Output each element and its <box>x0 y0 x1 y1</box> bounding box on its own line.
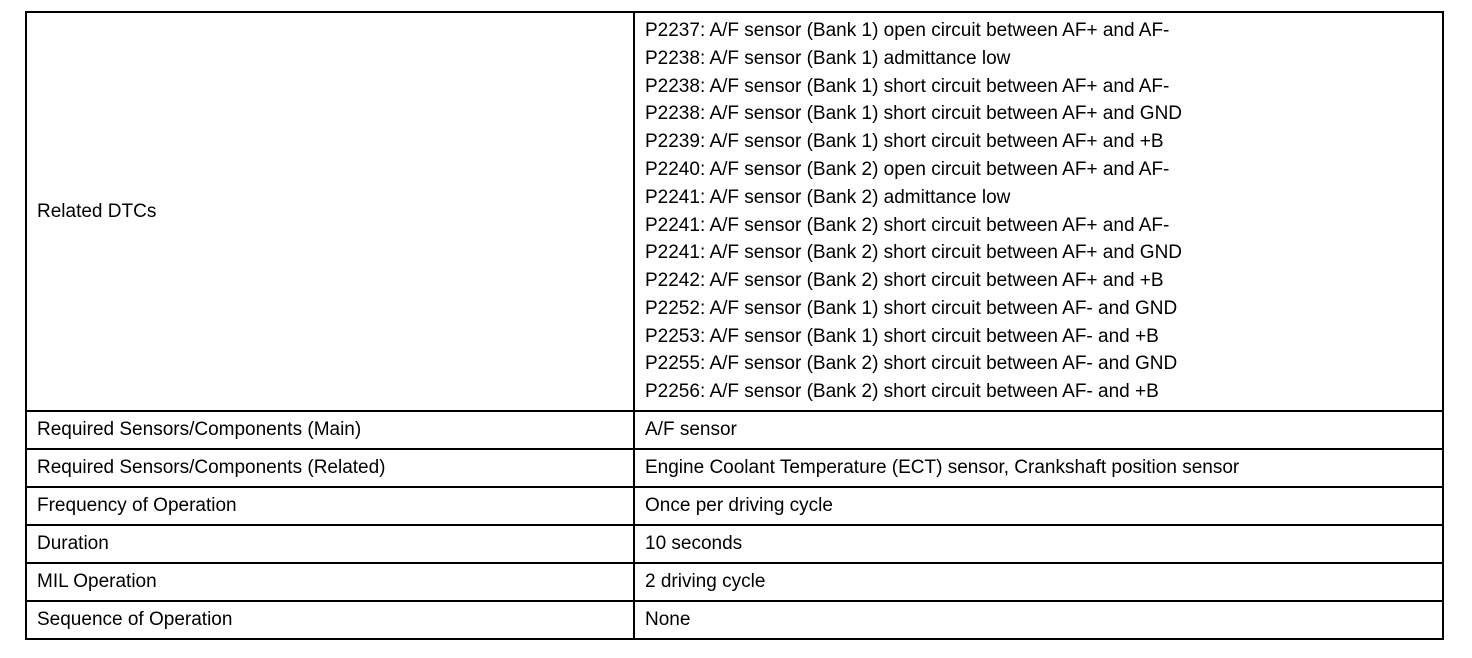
dtc-item: P2256: A/F sensor (Bank 2) short circuit between AF- and +B <box>645 381 1159 403</box>
table-row-required-related <box>26 449 1443 487</box>
row-label: Sequence of Operation <box>26 601 634 639</box>
dtc-item: P2239: A/F sensor (Bank 1) short circuit between AF+ and +B <box>645 131 1164 153</box>
dtc-item: P2255: A/F sensor (Bank 2) short circuit between AF- and GND <box>645 353 1178 375</box>
dtc-item: P2241: A/F sensor (Bank 2) short circuit between AF+ and GND <box>645 242 1183 264</box>
monitor-spec-table <box>25 11 1444 640</box>
dtc-list <box>645 17 1432 406</box>
row-label: Required Sensors/Components (Main) <box>26 411 634 449</box>
dtc-item: P2238: A/F sensor (Bank 1) short circuit between AF+ and AF- <box>645 75 1170 97</box>
dtc-item: P2253: A/F sensor (Bank 1) short circuit between AF- and +B <box>645 325 1159 347</box>
dtc-item: P2241: A/F sensor (Bank 2) short circuit between AF+ and AF- <box>645 214 1170 236</box>
table-row-duration <box>26 525 1443 563</box>
dtc-item: P2238: A/F sensor (Bank 1) short circuit between AF+ and GND <box>645 103 1183 125</box>
table-row-required-main <box>26 411 1443 449</box>
row-value: 2 driving cycle <box>634 563 1443 601</box>
dtc-item: P2238: A/F sensor (Bank 1) admittance low <box>645 47 1011 69</box>
dtc-item: P2241: A/F sensor (Bank 2) admittance low <box>645 186 1011 208</box>
row-value: 10 seconds <box>634 525 1443 563</box>
table-row-sequence <box>26 601 1443 639</box>
table-row-frequency <box>26 487 1443 525</box>
row-value: Once per driving cycle <box>634 487 1443 525</box>
table-row-related-dtcs <box>26 12 1443 411</box>
dtc-item: P2252: A/F sensor (Bank 1) short circuit between AF- and GND <box>645 297 1178 319</box>
row-label: Frequency of Operation <box>26 487 634 525</box>
table-row-mil-operation <box>26 563 1443 601</box>
row-label: Duration <box>26 525 634 563</box>
row-label: Related DTCs <box>26 12 634 411</box>
row-value: None <box>634 601 1443 639</box>
row-value: Engine Coolant Temperature (ECT) sensor, Crankshaft position sensor <box>634 449 1443 487</box>
row-value: A/F sensor <box>634 411 1443 449</box>
row-label: Required Sensors/Components (Related) <box>26 449 634 487</box>
dtc-item: P2242: A/F sensor (Bank 2) short circuit between AF+ and +B <box>645 270 1164 292</box>
dtc-item: P2237: A/F sensor (Bank 1) open circuit between AF+ and AF- <box>645 19 1170 41</box>
dtc-list-cell <box>634 12 1443 411</box>
row-label: MIL Operation <box>26 563 634 601</box>
dtc-item: P2240: A/F sensor (Bank 2) open circuit between AF+ and AF- <box>645 158 1170 180</box>
